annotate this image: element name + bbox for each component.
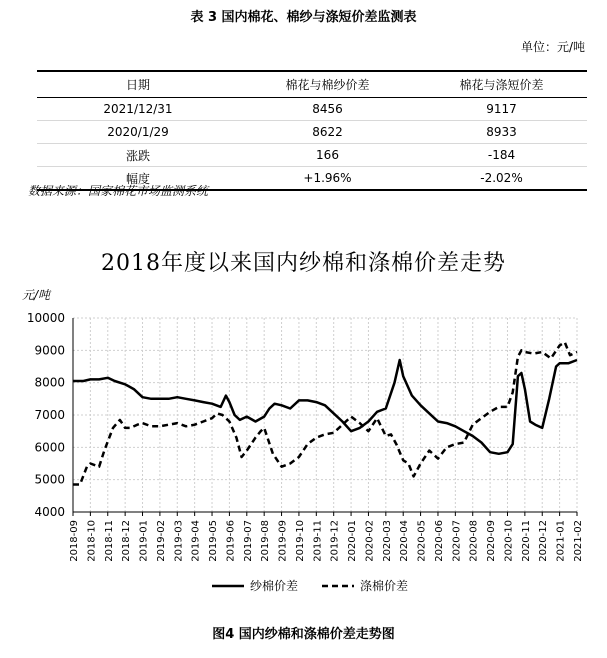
y-tick-label: 7000	[34, 408, 65, 422]
x-tick-label: 2020-04	[399, 520, 411, 562]
figure-caption: 图4 国内纱棉和涤棉价差走势图	[212, 627, 395, 642]
x-tick-label: 2019-01	[138, 520, 150, 562]
x-tick-label: 2018-09	[69, 520, 80, 562]
y-tick-label: 6000	[34, 440, 65, 455]
chart-legend	[212, 577, 432, 594]
table-cell: -2.02%	[416, 167, 587, 191]
x-tick-label: 2020-07	[451, 520, 463, 562]
y-tick-label: 5000	[34, 472, 65, 487]
x-tick-label: 2019-06	[225, 520, 237, 562]
table-unit: 单位：元/吨	[520, 40, 585, 54]
x-tick-label: 2019-12	[329, 520, 341, 562]
x-tick-label: 2019-05	[208, 520, 220, 562]
x-tick-label: 2020-02	[364, 520, 376, 562]
table-cell: 8456	[239, 98, 416, 121]
chart-series	[73, 342, 577, 484]
y-axis-unit: 元/吨	[22, 288, 51, 302]
header-cotton-polyester-spread: 棉花与涤短价差	[416, 71, 587, 98]
table-cell: 9117	[416, 98, 587, 121]
x-tick-label: 2019-08	[260, 520, 272, 562]
header-cotton-yarn-spread: 棉花与棉纱价差	[239, 71, 416, 98]
chart-grid	[73, 318, 577, 512]
x-tick-label: 2019-02	[155, 520, 167, 562]
x-tick-label: 2020-12	[538, 520, 550, 562]
x-tick-label: 2019-07	[242, 520, 254, 562]
x-tick-label: 2020-11	[520, 520, 532, 562]
x-tick-label: 2019-03	[173, 520, 185, 562]
x-tick-label: 2020-03	[381, 520, 393, 562]
series-line-polyester	[73, 342, 577, 484]
table-cell: 2021/12/31	[37, 98, 239, 121]
table-cell: +1.96%	[239, 167, 416, 191]
x-tick-label: 2019-09	[277, 520, 289, 562]
table-cell: 幅度	[37, 167, 239, 191]
x-tick-label: 2018-10	[86, 520, 98, 562]
legend-item-yarn	[212, 577, 298, 594]
y-tick-label: 9000	[34, 343, 65, 358]
y-tick-label: 10000	[26, 311, 65, 325]
table-cell: -184	[416, 144, 587, 167]
x-tick-label: 2019-10	[294, 520, 306, 562]
dashed-line-swatch-icon	[322, 582, 354, 590]
x-tick-label: 2018-12	[121, 520, 133, 562]
header-date: 日期	[37, 71, 239, 98]
data-source-note: 数据来源：国家棉花市场监测系统	[28, 184, 209, 198]
table-cell: 涨跌	[37, 144, 239, 167]
legend-label: 涤棉价差	[360, 579, 409, 593]
table-cell: 166	[239, 144, 416, 167]
table-title: 表 3 国内棉花、棉纱与涤短价差监测表	[190, 10, 417, 25]
y-tick-label: 8000	[34, 375, 65, 390]
x-tick-label: 2019-04	[190, 520, 202, 562]
chart-title: 2018年度以来国内纱棉和涤棉价差走势	[101, 251, 506, 276]
x-tick-label: 2019-11	[312, 520, 324, 562]
x-tick-label: 2020-05	[416, 520, 428, 562]
x-tick-label: 2020-10	[503, 520, 515, 562]
x-tick-label: 2021-02	[573, 520, 584, 562]
x-tick-label: 2020-08	[468, 520, 480, 562]
legend-item-polyester	[322, 577, 408, 594]
x-tick-label: 2020-06	[433, 520, 445, 562]
solid-line-swatch-icon	[212, 582, 244, 590]
table-cell: 2020/1/29	[37, 121, 239, 144]
x-tick-label: 2020-01	[347, 520, 359, 562]
legend-label: 纱棉价差	[250, 579, 299, 593]
table-cell: 8622	[239, 121, 416, 144]
x-tick-label: 2021-01	[555, 520, 567, 562]
table-cell: 8933	[416, 121, 587, 144]
x-tick-label: 2020-09	[486, 520, 498, 562]
y-tick-label: 4000	[34, 505, 65, 519]
x-tick-label: 2018-11	[103, 520, 115, 562]
